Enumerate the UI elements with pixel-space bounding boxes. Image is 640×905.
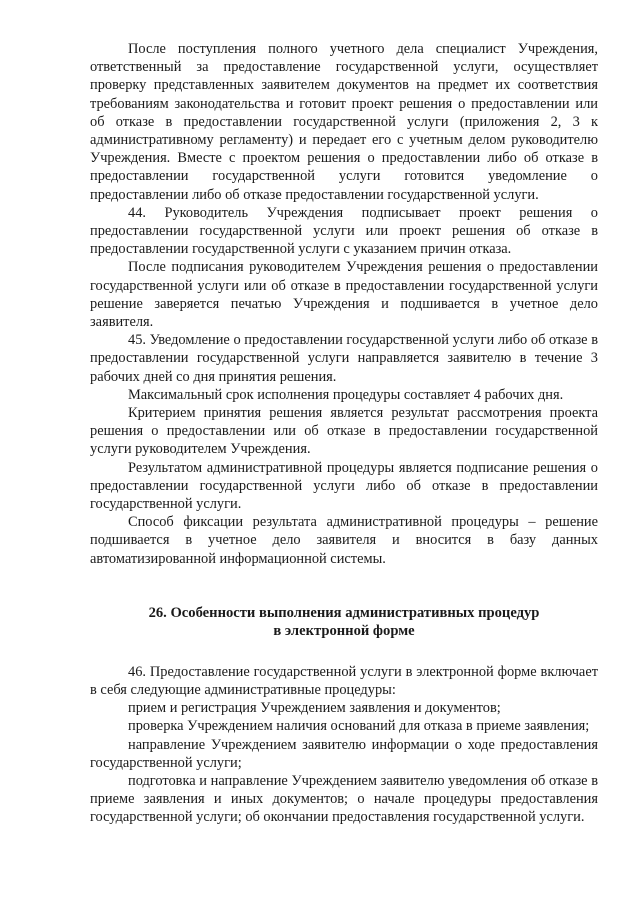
paragraph: Способ фиксации результата административной процедуры – решение подшивается в учетное дело заявителя и вносится в базу данных автоматизированной информационной системы. (90, 514, 598, 567)
section-heading-line: 26. Особенности выполнения административных процедур (148, 604, 540, 621)
section-heading-line: в электронной форме (273, 623, 415, 640)
paragraph: прием и регистрация Учреждением заявления и документов; (128, 700, 501, 717)
paragraph: 44. Руководитель Учреждения подписывает проект решения о предоставлении государственной услуги или проект решения об отказе в предоставлении государственной услуги с указанием причин отказа. (90, 204, 598, 258)
paragraph: После поступления полного учетного дела специалист Учреждения, ответственный за предоставление государственной услуги, осуществляет проверку представленных заявителем документов на предмет их соответствия требованиям законодательства и готовит проект решения о предоставлении или об отказе в предоставлении государственной услуги (приложения 2, 3 к административному регламенту) и передает его с учетным делом руководителю Учреждения. Вместе с проектом решения о предоставлении либо об отказе в предоставлении государственной услуги готовится уведомление о предоставлении либо об отказе предоставлении государственной услуги. (90, 41, 598, 203)
paragraph: После подписания руководителем Учреждения решения о предоставлении государственной услуги или об отказе в предоставлении государственной услуги решение заверяется печатью Учреждения и подшивается в учетное дело заявителя. (90, 259, 598, 331)
paragraph: 45. Уведомление о предоставлении государственной услуги либо об отказе в предоставлении государственной услуги направляется заявителю в течение 3 рабочих дней со дня принятия решения. (90, 332, 598, 385)
paragraph: 46. Предоставление государственной услуги в электронной форме включает в себя следующие административные процедуры: (90, 663, 598, 698)
document-page (90, 40, 598, 827)
section-heading (90, 604, 598, 641)
paragraph: Максимальный срок исполнения процедуры составляет 4 рабочих дня. (128, 386, 564, 403)
paragraph: подготовка и направление Учреждением заявителю уведомления об отказе в приеме заявления и иных документов; о начале процедуры предоставления государственной услуги; об окончании предоставления государственной услуги. (90, 772, 598, 826)
paragraph: Критерием принятия решения является результат рассмотрения проекта решения о предоставлении или об отказе в предоставлении государственной услуги руководителем Учреждения. (90, 405, 598, 458)
paragraph: проверка Учреждением наличия оснований для отказа в приеме заявления; (128, 718, 590, 735)
paragraph: Результатом административной процедуры является подписание решения о предоставлении государственной услуги либо об отказе в предоставлении государственной услуги. (90, 459, 598, 513)
paragraph: направление Учреждением заявителю информации о ходе предоставления государственной услуги; (90, 736, 598, 771)
